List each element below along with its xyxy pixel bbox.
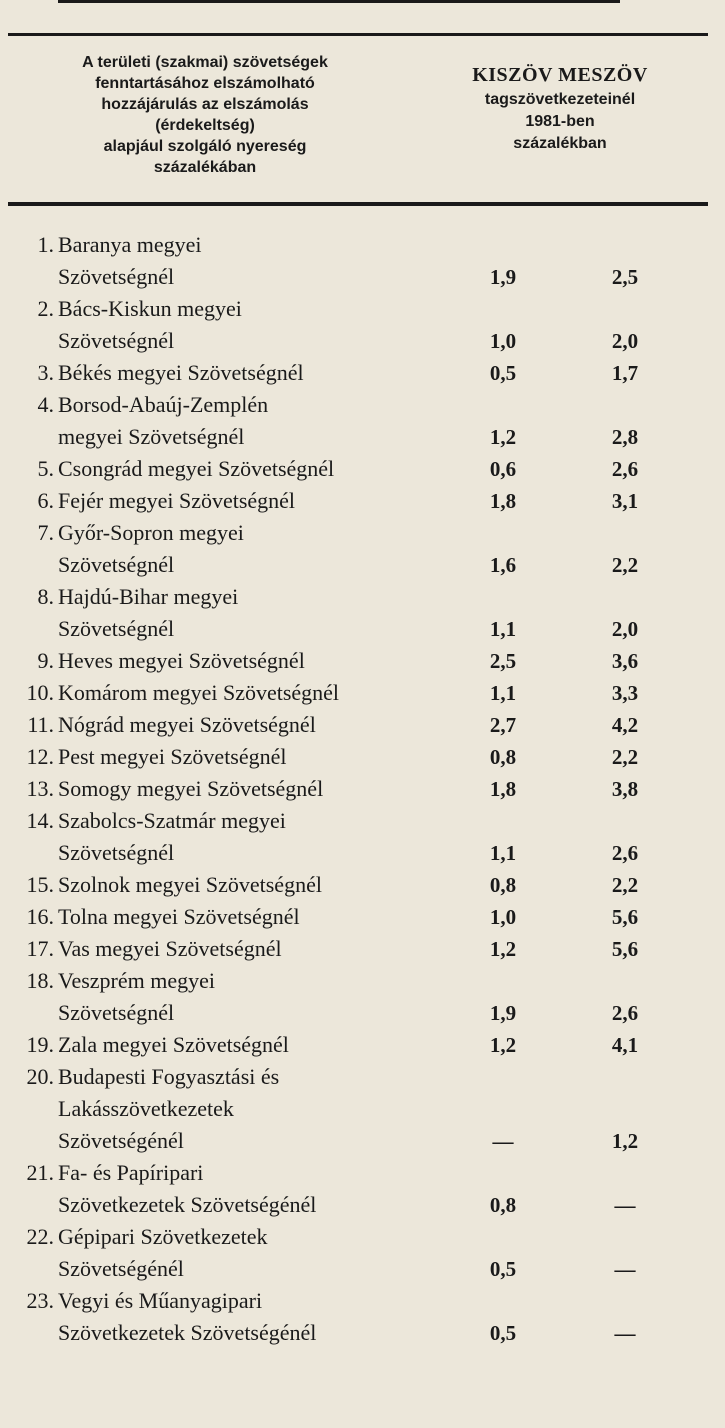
kiszov-value: 1,2 (489, 937, 517, 961)
table-row (0, 1029, 725, 1061)
kiszov-value: 1,2 (489, 425, 517, 449)
association-name-line: Tolna megyei Szövetségnél (58, 904, 300, 929)
row-number: 6. (37, 488, 54, 513)
association-name (58, 517, 478, 581)
association-name-line: Szövetségénél (58, 1128, 184, 1153)
heading-line: százalékában (153, 159, 257, 176)
table-row (0, 453, 725, 485)
heading-line: fenntartásához elszámolható (95, 75, 315, 92)
kiszov-value: 0,8 (489, 1193, 517, 1217)
meszov-value: — (614, 1257, 636, 1281)
meszov-value: 4,1 (611, 1033, 639, 1057)
row-number: 8. (37, 584, 54, 609)
table-row (0, 933, 725, 965)
table-row (0, 581, 725, 645)
heading-sub-line: tagszövetkezeteinél (484, 91, 636, 108)
association-name-line: Baranya megyei (58, 232, 202, 257)
meszov-value: 3,6 (611, 649, 639, 673)
association-name (58, 965, 478, 1029)
table-row (0, 1061, 725, 1157)
row-number: 10. (26, 680, 54, 705)
association-name-line: Szövetségénél (58, 1256, 184, 1281)
row-number: 9. (37, 648, 54, 673)
association-name-line: Vegyi és Műanyagipari (58, 1288, 263, 1313)
association-name-line: Szövetségnél (58, 264, 175, 289)
association-name (58, 1285, 478, 1349)
association-name-line: Pest megyei Szövetségnél (58, 744, 287, 769)
table-row (0, 901, 725, 933)
meszov-value: 2,6 (611, 457, 639, 481)
table-row (0, 485, 725, 517)
header-bottom-rule (8, 202, 708, 206)
association-name-line: Gépipari Szövetkezetek (58, 1224, 268, 1249)
table-row (0, 229, 725, 293)
association-name-line: megyei Szövetségnél (58, 424, 245, 449)
association-name-line: Fejér megyei Szövetségnél (58, 488, 296, 513)
row-number: 3. (37, 360, 54, 385)
kiszov-value: 1,0 (489, 905, 517, 929)
association-name (58, 581, 478, 645)
kiszov-value: 0,8 (489, 745, 517, 769)
table-row (0, 1285, 725, 1349)
association-name-line: Borsod-Abaúj-Zemplén (58, 392, 269, 417)
row-number: 14. (26, 808, 54, 833)
meszov-value: 2,2 (611, 553, 639, 577)
heading-sub-line: százalékban (513, 135, 607, 152)
row-number: 17. (26, 936, 54, 961)
table-row (0, 645, 725, 677)
kiszov-value: 0,8 (489, 873, 517, 897)
left-column-heading (0, 52, 410, 178)
association-name-line: Szövetkezetek Szövetségénél (58, 1320, 317, 1345)
association-name (58, 389, 478, 453)
meszov-value: 2,0 (611, 329, 639, 353)
association-name-line: Szolnok megyei Szövetségnél (58, 872, 322, 897)
table-row (0, 1157, 725, 1221)
table-row (0, 517, 725, 581)
kiszov-value: 1,1 (489, 841, 517, 865)
association-name-line: Heves megyei Szövetségnél (58, 648, 305, 673)
association-name-line: Komárom megyei Szövetségnél (58, 680, 340, 705)
association-name-line: Csongrád megyei Szövetségnél (58, 456, 335, 481)
association-name (58, 1029, 478, 1061)
kiszov-value: 0,5 (489, 361, 517, 385)
meszov-value: 4,2 (611, 713, 639, 737)
row-number: 18. (26, 968, 54, 993)
association-name-line: Szövetségnél (58, 328, 175, 353)
meszov-value: 2,2 (611, 745, 639, 769)
association-name-line: Szövetségnél (58, 616, 175, 641)
association-name (58, 677, 478, 709)
association-name-line: Veszprém megyei (58, 968, 215, 993)
table-row (0, 741, 725, 773)
row-number: 7. (37, 520, 54, 545)
association-name-line: Bács-Kiskun megyei (58, 296, 242, 321)
association-name-line: Szövetkezetek Szövetségénél (58, 1192, 317, 1217)
association-name (58, 709, 478, 741)
column-names: KISZÖV MESZÖV (472, 64, 648, 86)
kiszov-value: 1,8 (489, 489, 517, 513)
row-number: 15. (26, 872, 54, 897)
kiszov-value: 0,5 (489, 1321, 517, 1345)
table-row (0, 293, 725, 357)
association-name-line: Szövetségnél (58, 1000, 175, 1025)
association-name-line: Győr-Sopron megyei (58, 520, 244, 545)
table-row (0, 965, 725, 1029)
meszov-value: 5,6 (611, 905, 639, 929)
table-row (0, 1221, 725, 1285)
row-number: 1. (37, 232, 54, 257)
table-row (0, 709, 725, 741)
row-number: 23. (26, 1288, 54, 1313)
table-row (0, 773, 725, 805)
meszov-value: 2,0 (611, 617, 639, 641)
association-name (58, 741, 478, 773)
kiszov-value: 1,0 (489, 329, 517, 353)
kiszov-value: 0,5 (489, 1257, 517, 1281)
association-name-line: Szövetségnél (58, 840, 175, 865)
row-number: 21. (26, 1160, 54, 1185)
association-name (58, 1221, 478, 1285)
association-name-line: Fa- és Papíripari (58, 1160, 204, 1185)
meszov-value: 3,1 (611, 489, 639, 513)
association-name-line: Lakásszövetkezetek (58, 1096, 234, 1121)
association-name-line: Hajdú-Bihar megyei (58, 584, 239, 609)
row-number: 16. (26, 904, 54, 929)
meszov-value: — (614, 1193, 636, 1217)
association-name-line: Szövetségnél (58, 552, 175, 577)
meszov-value: 3,8 (611, 777, 639, 801)
table-row (0, 357, 725, 389)
heading-line: hozzájárulás az elszámolás (101, 96, 309, 113)
association-name-line: Szabolcs-Szatmár megyei (58, 808, 286, 833)
kiszov-value: 2,7 (489, 713, 517, 737)
kiszov-value: 1,1 (489, 681, 517, 705)
meszov-value: 1,7 (611, 361, 639, 385)
kiszov-value: 2,5 (489, 649, 517, 673)
row-number: 2. (37, 296, 54, 321)
kiszov-value: 1,6 (489, 553, 517, 577)
heading-sub-line: 1981-ben (525, 113, 595, 130)
row-number: 5. (37, 456, 54, 481)
association-name (58, 869, 478, 901)
meszov-value: 1,2 (611, 1129, 639, 1153)
association-name-line: Budapesti Fogyasztási és (58, 1064, 280, 1089)
kiszov-value: 1,9 (489, 1001, 517, 1025)
association-name (58, 1061, 478, 1157)
meszov-value: — (614, 1321, 636, 1345)
association-name (58, 453, 478, 485)
heading-line: (érdekeltség) (155, 117, 255, 134)
kiszov-value: 0,6 (489, 457, 517, 481)
meszov-value: 2,8 (611, 425, 639, 449)
association-name-line: Vas megyei Szövetségnél (58, 936, 282, 961)
association-name (58, 645, 478, 677)
meszov-value: 2,6 (611, 1001, 639, 1025)
row-number: 20. (26, 1064, 54, 1089)
association-name (58, 901, 478, 933)
table-row (0, 805, 725, 869)
heading-line: alapjául szolgáló nyereség (103, 138, 307, 155)
table-row (0, 389, 725, 453)
row-number: 22. (26, 1224, 54, 1249)
kiszov-value: 1,8 (489, 777, 517, 801)
meszov-value: 2,2 (611, 873, 639, 897)
association-name (58, 805, 478, 869)
table-row (0, 677, 725, 709)
row-number: 11. (27, 712, 54, 737)
meszov-value: 3,3 (611, 681, 639, 705)
kiszov-value: 1,2 (489, 1033, 517, 1057)
association-name-line: Békés megyei Szövetségnél (58, 360, 304, 385)
row-number: 13. (26, 776, 54, 801)
association-name (58, 933, 478, 965)
top-rule (58, 0, 620, 3)
row-number: 19. (26, 1032, 54, 1057)
association-name (58, 1157, 478, 1221)
association-name-line: Somogy megyei Szövetségnél (58, 776, 324, 801)
association-name (58, 229, 478, 293)
heading-line: A területi (szakmai) szövetségek (82, 54, 328, 71)
association-name (58, 293, 478, 357)
kiszov-value: 1,9 (489, 265, 517, 289)
data-table (0, 229, 725, 1349)
meszov-value: 2,5 (611, 265, 639, 289)
row-number: 12. (26, 744, 54, 769)
association-name-line: Nógrád megyei Szövetségnél (58, 712, 316, 737)
right-column-heading (440, 64, 680, 155)
row-number: 4. (37, 392, 54, 417)
meszov-value: 5,6 (611, 937, 639, 961)
table-row (0, 869, 725, 901)
kiszov-value: — (492, 1129, 514, 1153)
association-name (58, 773, 478, 805)
association-name-line: Zala megyei Szövetségnél (58, 1032, 289, 1057)
association-name (58, 357, 478, 389)
header-top-rule (8, 33, 708, 36)
kiszov-value: 1,1 (489, 617, 517, 641)
meszov-value: 2,6 (611, 841, 639, 865)
association-name (58, 485, 478, 517)
